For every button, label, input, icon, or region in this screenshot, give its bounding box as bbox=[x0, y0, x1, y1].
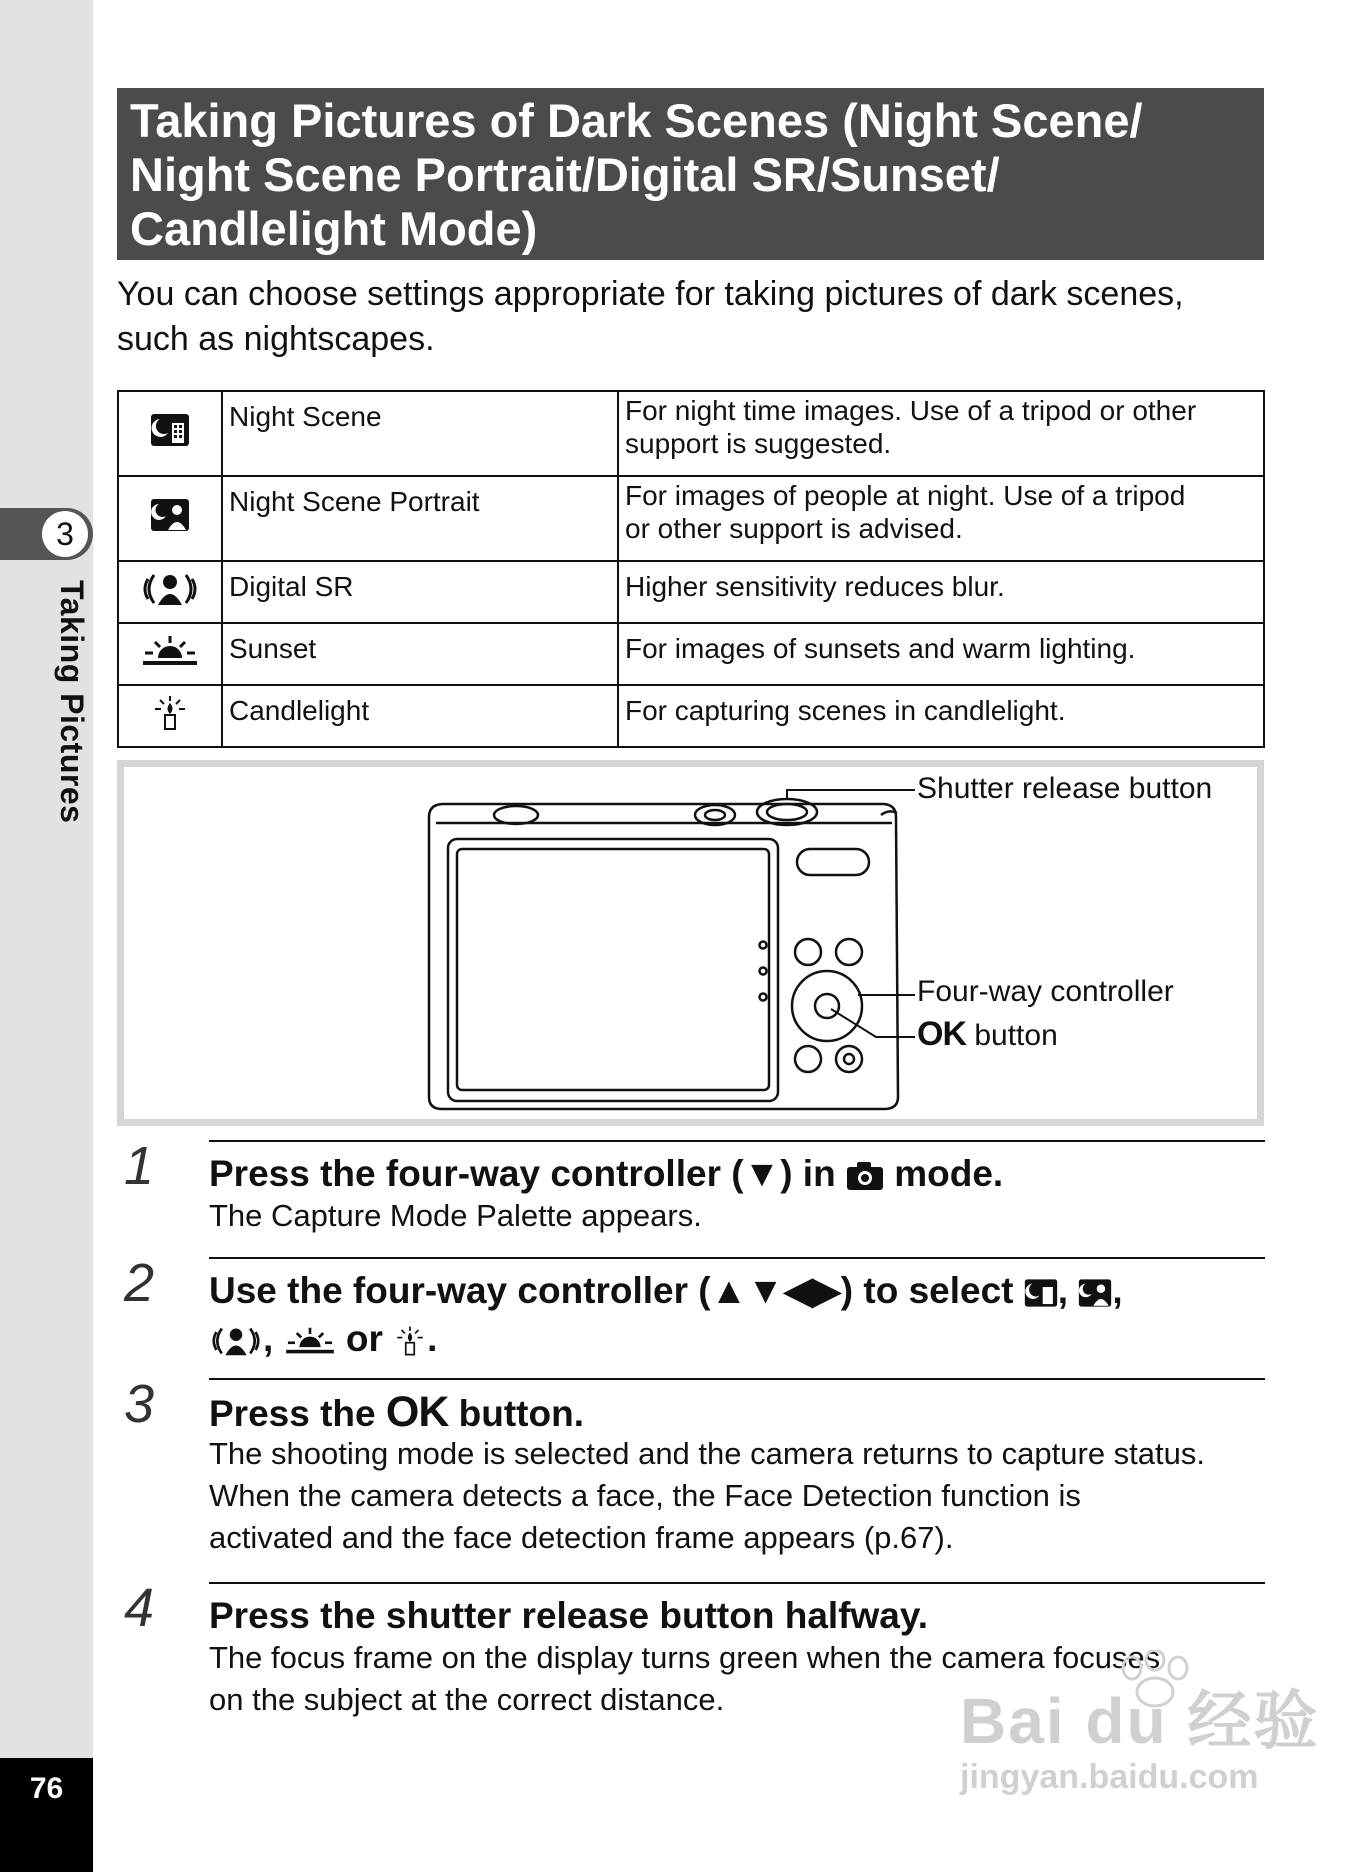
mode-table bbox=[117, 390, 1265, 748]
candlelight-icon bbox=[393, 1325, 427, 1357]
step-1 bbox=[117, 1136, 1265, 1250]
section-title-bar bbox=[117, 88, 1264, 260]
table-row bbox=[118, 623, 1264, 685]
step-2 bbox=[117, 1253, 1265, 1377]
mode-description: For images of people at night. Use of a tripod or other support is advised. bbox=[618, 476, 1264, 561]
mode-description: For night time images. Use of a tripod or other support is suggested. bbox=[618, 391, 1264, 476]
step-body: The focus frame on the display turns green when the camera focuses on the subject at the correct distance. bbox=[209, 1640, 1161, 1717]
intro-paragraph: You can choose settings appropriate for taking pictures of dark scenes, such as nightscapes. bbox=[117, 275, 1184, 358]
digital-sr-icon bbox=[140, 571, 200, 607]
night-scene-portrait-icon bbox=[1078, 1278, 1112, 1308]
paw-icon bbox=[1110, 1650, 1200, 1710]
watermark bbox=[960, 1670, 1319, 1797]
step-number: 3 bbox=[124, 1374, 155, 1434]
table-row bbox=[118, 476, 1264, 561]
sunset-icon bbox=[141, 634, 199, 668]
mode-name: Night Scene bbox=[222, 391, 618, 476]
table-row bbox=[118, 685, 1264, 747]
section-title: Taking Pictures of Dark Scenes (Night Scene/ Night Scene Portrait/Digital SR/Sunset/ Candlelight Mode) bbox=[130, 94, 1143, 255]
digital-sr-icon bbox=[209, 1325, 263, 1357]
step-heading: Use the four-way controller (▲▼◀▶) to select , , , or . bbox=[209, 1270, 1123, 1359]
table-row bbox=[118, 391, 1264, 476]
step-body: The Capture Mode Palette appears. bbox=[209, 1198, 702, 1233]
camera-back-illustration bbox=[124, 767, 1257, 1119]
night-scene-icon bbox=[150, 413, 190, 447]
table-row bbox=[118, 561, 1264, 623]
step-heading: Press the shutter release button halfway. bbox=[209, 1595, 928, 1636]
ok-glyph: OK bbox=[385, 1388, 449, 1436]
step-body: The shooting mode is selected and the camera returns to capture status. When the camera detects a face, the Face Detection function is activated and the face detection frame appears (p.67). bbox=[209, 1436, 1205, 1555]
mode-name: Candlelight bbox=[222, 685, 618, 747]
sunset-icon bbox=[284, 1326, 336, 1356]
ok-button-callout: OK button bbox=[917, 1015, 1058, 1053]
watermark-url: jingyan.baidu.com bbox=[960, 1758, 1259, 1796]
step-number: 1 bbox=[124, 1136, 155, 1196]
camera-icon bbox=[846, 1161, 884, 1191]
mode-description: For images of sunsets and warm lighting. bbox=[618, 623, 1264, 685]
step-number: 2 bbox=[124, 1253, 155, 1313]
chapter-sidebar bbox=[0, 0, 93, 1872]
chapter-number: 3 bbox=[42, 511, 88, 557]
watermark-brand: Bai du 经验 bbox=[960, 1685, 1320, 1757]
candlelight-icon bbox=[150, 695, 190, 731]
four-way-controller-callout: Four-way controller bbox=[917, 975, 1174, 1008]
camera-diagram bbox=[117, 760, 1264, 1126]
mode-name: Digital SR bbox=[222, 561, 618, 623]
chapter-title: Taking Pictures bbox=[54, 580, 90, 824]
night-scene-portrait-icon bbox=[150, 498, 190, 532]
mode-description: For capturing scenes in candlelight. bbox=[618, 685, 1264, 747]
step-heading: Press the OK button. bbox=[209, 1388, 584, 1436]
mode-description: Higher sensitivity reduces blur. bbox=[618, 561, 1264, 623]
page-number: 76 bbox=[29, 1772, 64, 1805]
mode-name: Night Scene Portrait bbox=[222, 476, 618, 561]
night-scene-icon bbox=[1024, 1278, 1058, 1308]
mode-name: Sunset bbox=[222, 623, 618, 685]
shutter-release-callout: Shutter release button bbox=[917, 772, 1213, 805]
step-number: 4 bbox=[124, 1578, 155, 1638]
step-heading: Press the four-way controller (▼) in mode. bbox=[209, 1153, 1004, 1194]
ok-glyph: OK bbox=[917, 1015, 966, 1053]
step-3 bbox=[117, 1374, 1265, 1578]
